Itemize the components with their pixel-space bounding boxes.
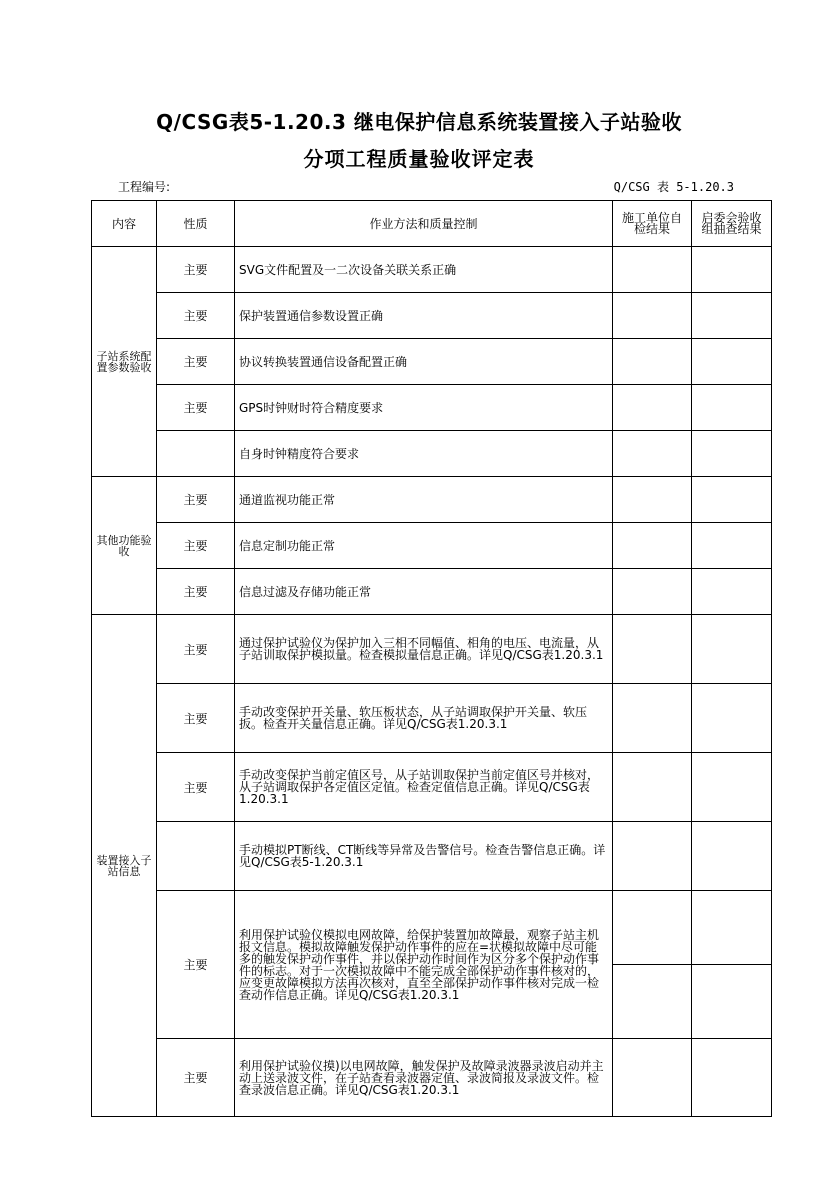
nature-cell: 主要 <box>157 523 235 569</box>
committee-result-cell[interactable] <box>692 965 772 1039</box>
method-cell: 协议转换装置通信设备配置正确 <box>235 339 613 385</box>
header-committee-check: 启委会验收组抽查结果 <box>692 201 772 247</box>
nature-cell: 主要 <box>157 891 235 1039</box>
method-cell: 信息定制功能正常 <box>235 523 613 569</box>
nature-cell: 主要 <box>157 339 235 385</box>
method-cell: 手动改变保护当前定值区号，从子站训取保护当前定值区号并核对，从子站调取保护各定值区定值。检查定值信息正确。详见Q/CSG表1.20.3.1 <box>235 753 613 822</box>
group-name: 装置接入子站信息 <box>92 615 157 1117</box>
committee-result-cell[interactable] <box>692 891 772 965</box>
method-cell: 手动改变保护开关量、软压板状态，从子站调取保护开关量、软压扳。检查开关量信息正确。详见Q/CSG表1.20.3.1 <box>235 684 613 753</box>
table-row <box>92 684 772 753</box>
acceptance-table <box>91 200 772 1117</box>
table-row <box>92 822 772 891</box>
committee-result-cell[interactable] <box>692 477 772 523</box>
committee-result-cell[interactable] <box>692 293 772 339</box>
contractor-result-cell[interactable] <box>613 891 692 965</box>
method-cell: 自身时钟精度符合要求 <box>235 431 613 477</box>
committee-result-cell[interactable] <box>692 1039 772 1117</box>
nature-cell: 主要 <box>157 477 235 523</box>
nature-cell: 主要 <box>157 615 235 684</box>
method-cell: 通道监视功能正常 <box>235 477 613 523</box>
nature-cell: 主要 <box>157 293 235 339</box>
nature-cell: 主要 <box>157 684 235 753</box>
nature-cell <box>157 431 235 477</box>
committee-result-cell[interactable] <box>692 569 772 615</box>
contractor-result-cell[interactable] <box>613 684 692 753</box>
contractor-result-cell[interactable] <box>613 477 692 523</box>
header-row <box>92 201 772 247</box>
committee-result-cell[interactable] <box>692 247 772 293</box>
method-cell: 手动模拟PT断线、CT断线等异常及告警信号。检查告警信息正确。详见Q/CSG表5-1.20.3.1 <box>235 822 613 891</box>
contractor-result-cell[interactable] <box>613 822 692 891</box>
method-cell: 利用保护试验仪模拟电网故障，给保护装置加故障最，观察子站主机报文信息。模拟故障触发保护动作事件的应在=状模拟故障中尽可能多的触发保护动作事件，并以保护动作时间作为区分多个保护动作事件的标志。对于一次模拟故障中不能完成全部保护动作事件核对的，应变更故障模拟方法再次核对，直至全部保护动作事件核对完成一检查动作信息正确。详见Q/CSG表1.20.3.1 <box>235 891 613 1039</box>
committee-result-cell[interactable] <box>692 431 772 477</box>
nature-cell <box>157 822 235 891</box>
contractor-result-cell[interactable] <box>613 965 692 1039</box>
table-row <box>92 615 772 684</box>
contractor-result-cell[interactable] <box>613 247 692 293</box>
header-content: 内容 <box>92 201 157 247</box>
contractor-result-cell[interactable] <box>613 339 692 385</box>
header-method: 作业方法和质量控制 <box>235 201 613 247</box>
contractor-result-cell[interactable] <box>613 753 692 822</box>
committee-result-cell[interactable] <box>692 684 772 753</box>
contractor-result-cell[interactable] <box>613 431 692 477</box>
method-cell: 通过保护试验仪为保护加入三相不同幅值、相角的电压、电流量，从子站训取保护模拟量。检查模拟量信息正确。详见Q/CSG表1.20.3.1 <box>235 615 613 684</box>
method-cell: SVG文件配置及一二次设备关联关系正确 <box>235 247 613 293</box>
group-name: 子站系统配置参数验收 <box>92 247 157 477</box>
table-row <box>92 891 772 965</box>
table-row <box>92 477 772 523</box>
table-row <box>92 753 772 822</box>
nature-cell: 主要 <box>157 753 235 822</box>
nature-cell: 主要 <box>157 569 235 615</box>
method-cell: GPS时钟财时符合精度要求 <box>235 385 613 431</box>
committee-result-cell[interactable] <box>692 385 772 431</box>
contractor-result-cell[interactable] <box>613 615 692 684</box>
committee-result-cell[interactable] <box>692 339 772 385</box>
contractor-result-cell[interactable] <box>613 523 692 569</box>
table-row <box>92 1039 772 1117</box>
form-code: Q/CSG 表 5-1.20.3 <box>613 180 734 194</box>
method-cell: 利用保护试验仪摸)以电网故障，触发保护及故障录波器录波启动并主动上送录波文件，在子站查看录波器定值、录波简报及录波文件。检查录波信息正确。详见Q/CSG表1.20.3.1 <box>235 1039 613 1117</box>
committee-result-cell[interactable] <box>692 523 772 569</box>
form-title-line2: 分项工程质量验收评定表 <box>303 147 535 171</box>
nature-cell: 主要 <box>157 1039 235 1117</box>
committee-result-cell[interactable] <box>692 753 772 822</box>
table-row <box>92 385 772 431</box>
contractor-result-cell[interactable] <box>613 1039 692 1117</box>
header-contractor-check: 施工单位自检结果 <box>613 201 692 247</box>
committee-result-cell[interactable] <box>692 615 772 684</box>
table-row <box>92 431 772 477</box>
group-name: 其他功能验收 <box>92 477 157 615</box>
table-row <box>92 247 772 293</box>
method-cell: 信息过滤及存储功能正常 <box>235 569 613 615</box>
nature-cell: 主要 <box>157 247 235 293</box>
committee-result-cell[interactable] <box>692 822 772 891</box>
contractor-result-cell[interactable] <box>613 569 692 615</box>
contractor-result-cell[interactable] <box>613 293 692 339</box>
nature-cell: 主要 <box>157 385 235 431</box>
project-number-label: 工程编号: <box>118 180 171 194</box>
table-row <box>92 339 772 385</box>
form-title-line1: Q/CSG表5-1.20.3 继电保护信息系统装置接入子站验收 <box>156 110 682 134</box>
header-nature: 性质 <box>157 201 235 247</box>
contractor-result-cell[interactable] <box>613 385 692 431</box>
table-row <box>92 523 772 569</box>
table-row <box>92 293 772 339</box>
method-cell: 保护装置通信参数设置正确 <box>235 293 613 339</box>
table-row <box>92 569 772 615</box>
